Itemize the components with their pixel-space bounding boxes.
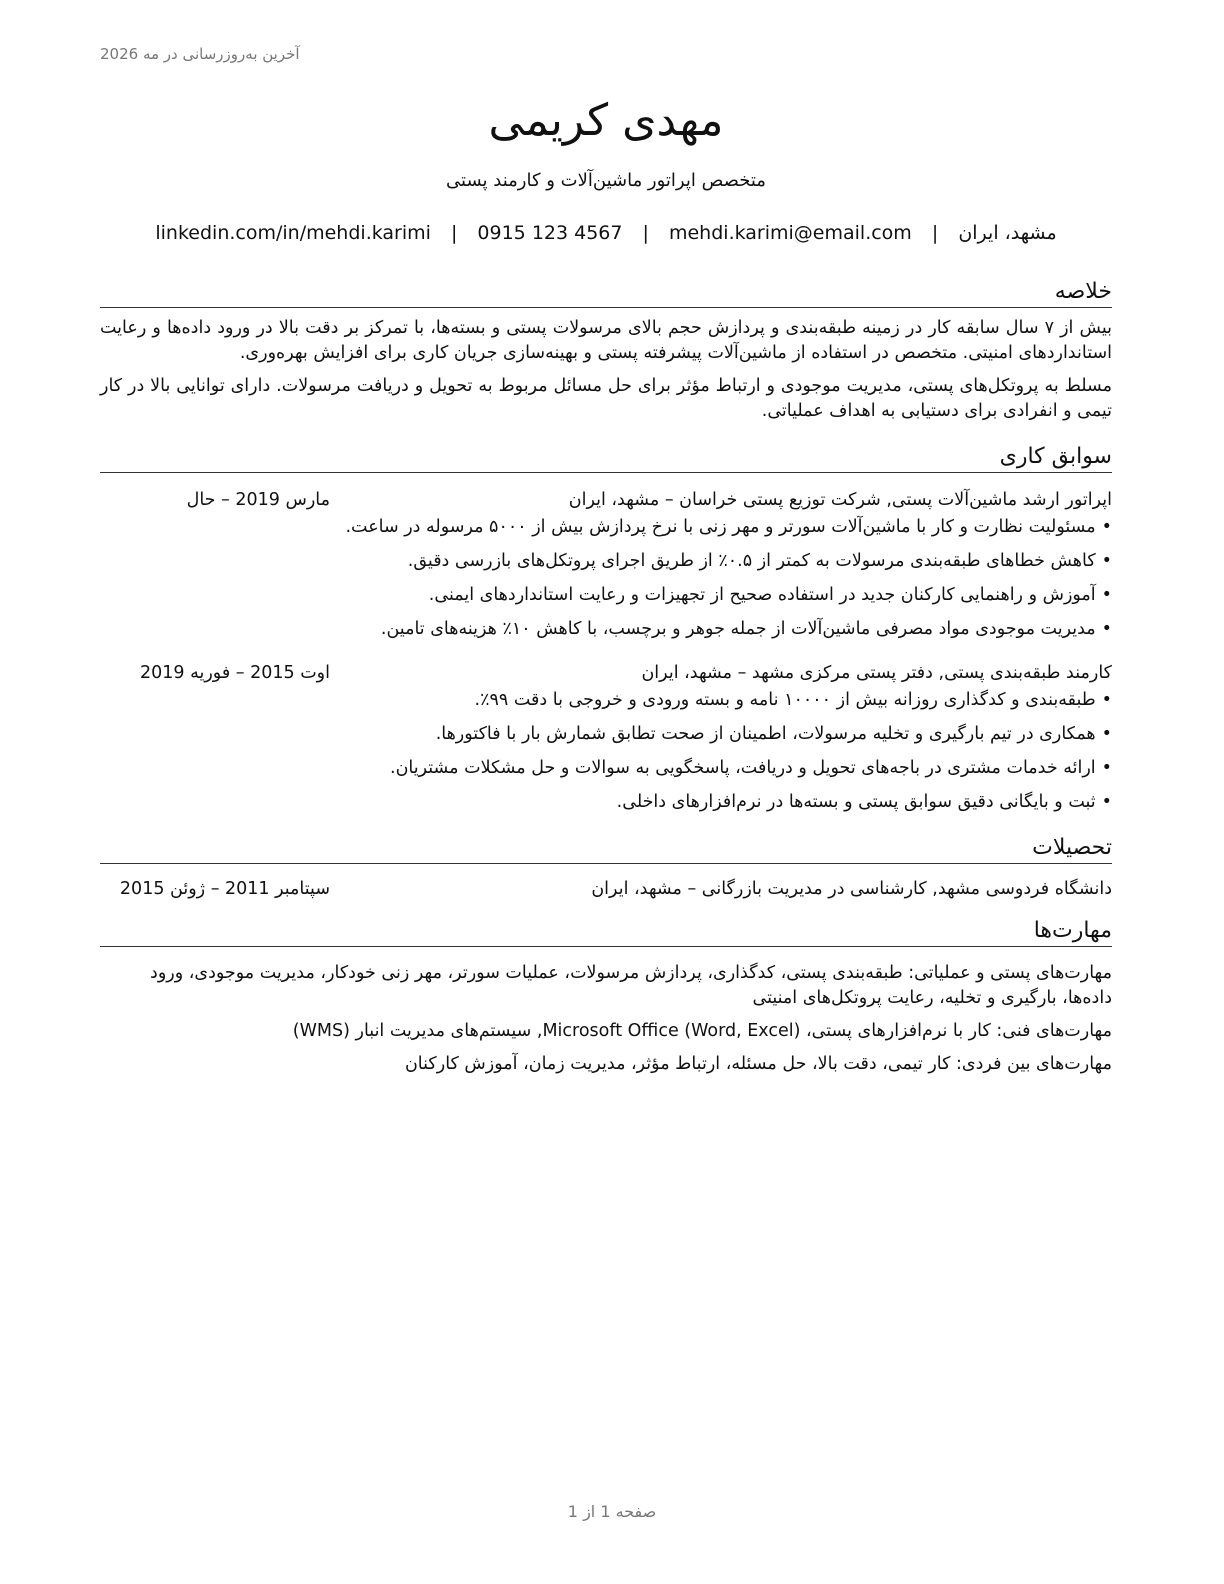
job-bullets	[100, 688, 1112, 815]
contact-email[interactable]: mehdi.karimi@email.com	[668, 222, 912, 244]
skills-line: مهارت‌های بین فردی: کار تیمی، دقت بالا، حل مسئله، ارتباط مؤثر، مدیریت زمان، آموزش کارکنان	[404, 1054, 1112, 1074]
education-entry	[100, 876, 1112, 902]
job-title: متخصص اپراتور ماشین‌آلات و کارمند پستی	[446, 170, 766, 191]
education-org: دانشگاه فردوسی مشهد, کارشناسی در مدیریت بازرگانی – مشهد، ایران	[591, 879, 1112, 899]
resume-body	[100, 90, 1112, 1077]
job-bullet: • مسئولیت نظارت و کار با ماشین‌آلات سورتر و مهر زنی با نرخ پردازش بیش از ۵۰۰۰ مرسوله در ساعت.	[100, 515, 1112, 540]
job-entry	[100, 660, 1112, 815]
job-bullet: • ثبت و بایگانی دقیق سوابق پستی و بسته‌ها در نرم‌افزارهای داخلی.	[100, 790, 1112, 815]
job-org: اپراتور ارشد ماشین‌آلات پستی, شرکت توزیع پستی خراسان – مشهد، ایران	[568, 490, 1112, 510]
contact-linkedin[interactable]: linkedin.com/in/mehdi.karimi	[155, 222, 431, 244]
experience-heading: سوابق کاری	[100, 442, 1112, 473]
contact-separator: |	[450, 222, 458, 244]
contact-phone[interactable]: 0915 123 4567	[477, 222, 623, 244]
job-dates: اوت 2015 – فوریه 2019	[139, 663, 330, 683]
job-bullet: • همکاری در تیم بارگیری و تخلیه مرسولات، اطمینان از صحت تطابق شمارش بار با فاکتورها.	[100, 722, 1112, 747]
education-heading: تحصیلات	[100, 833, 1112, 864]
job-header	[100, 660, 1112, 686]
contact-line	[100, 219, 1112, 247]
summary-paragraph: بیش از ۷ سال سابقه کار در زمینه طبقه‌بندی و پردازش حجم بالای مرسولات پستی و بسته‌ها، با تمرکز بر دقت بالا در ورود داده‌ها و رعایت استانداردهای امنیتی. متخصص در استفاده از ماشین‌آلات پیشرفته پستی و بهینه‌سازی جریان کاری برای افزایش بهره‌وری.	[100, 318, 1112, 363]
contact-location: مشهد، ایران	[958, 222, 1057, 244]
job-bullets	[100, 515, 1112, 642]
job-entry	[100, 487, 1112, 642]
job-bullet: • کاهش خطاهای طبقه‌بندی مرسولات به کمتر از ۰.۵٪ از طریق اجرای پروتکل‌های بازرسی دقیق.	[100, 549, 1112, 574]
spacer	[100, 642, 1112, 660]
job-org: کارمند طبقه‌بندی پستی, دفتر پستی مرکزی مشهد – مشهد، ایران	[641, 663, 1112, 683]
skills-line: مهارت‌های پستی و عملیاتی: طبقه‌بندی پستی، کدگذاری، پردازش مرسولات، عملیات سورتر، مهر زنی خودکار، مدیریت موجودی، ورود داده‌ها، بارگیری و تخلیه، رعایت پروتکل‌های امنیتی	[150, 963, 1112, 1008]
contact-separator: |	[931, 222, 939, 244]
job-header	[100, 487, 1112, 513]
last-updated: آخرین به‌روزرسانی در مه 2026	[100, 45, 300, 63]
job-dates: مارس 2019 – حال	[186, 490, 330, 510]
job-bullet: • مدیریت موجودی مواد مصرفی ماشین‌آلات از جمله جوهر و برچسب، با کاهش ۱۰٪ هزینه‌های تامین.	[100, 617, 1112, 642]
summary-paragraph: مسلط به پروتکل‌های پستی، مدیریت موجودی و ارتباط مؤثر برای حل مسائل مربوط به تحویل و دریافت مرسولات. دارای توانایی بالا در کار تیمی و انفرادی برای دستیابی به اهداف عملیاتی.	[100, 376, 1112, 421]
job-bullet: • آموزش و راهنمایی کارکنان جدید در استفاده صحیح از تجهیزات و رعایت استانداردهای ایمنی.	[100, 583, 1112, 608]
job-bullet: • ارائه خدمات مشتری در باجه‌های تحویل و دریافت، پاسخگویی به سوالات و حل مشکلات مشتریان.	[100, 756, 1112, 781]
job-bullet: • طبقه‌بندی و کدگذاری روزانه بیش از ۱۰۰۰۰ نامه و بسته ورودی و خروجی با دقت ۹۹٪.	[100, 688, 1112, 713]
summary-heading: خلاصه	[100, 277, 1112, 308]
page-number: صفحه 1 از 1	[567, 1502, 657, 1521]
person-name: مهدی کریمی	[488, 95, 724, 146]
education-dates: سپتامبر 2011 – ژوئن 2015	[119, 879, 330, 899]
contact-separator: |	[642, 222, 649, 244]
skills-line: مهارت‌های فنی: کار با نرم‌افزارهای پستی، Microsoft Office (Word, Excel), سیستم‌های مدیریت انبار (WMS)	[292, 1021, 1112, 1041]
skills-heading: مهارت‌ها	[100, 916, 1112, 947]
